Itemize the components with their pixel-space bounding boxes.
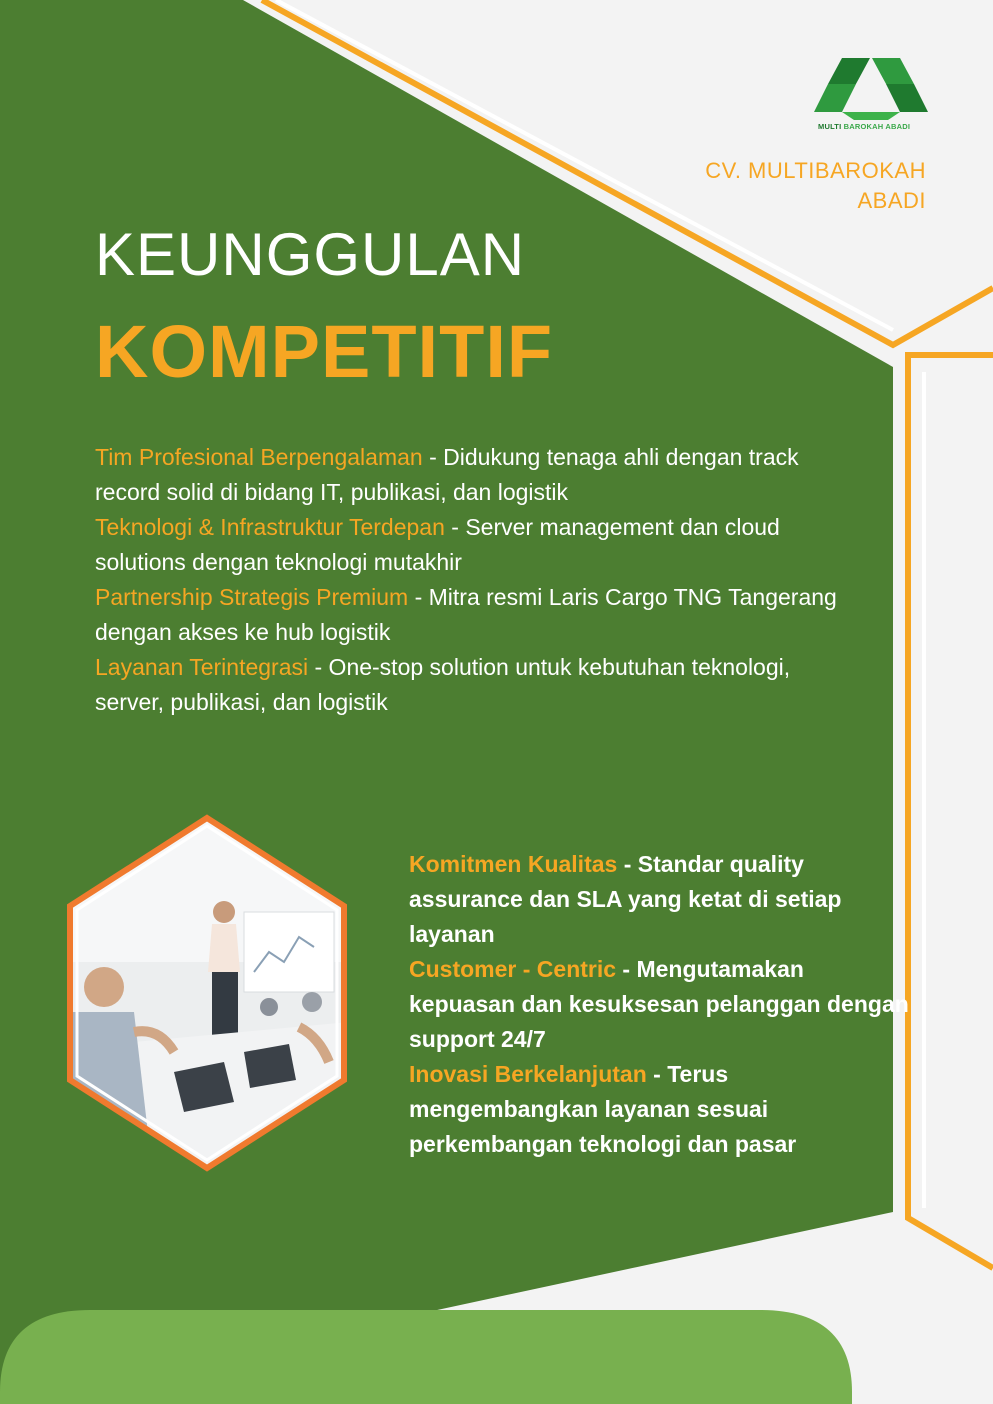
feature-title: Inovasi Berkelanjutan xyxy=(409,1061,647,1087)
feature-desc: - Mitra resmi Laris Cargo TNG Tangerang dengan akses ke hub logistik xyxy=(95,584,837,645)
feature-item xyxy=(95,510,855,580)
feature-list xyxy=(95,440,855,720)
logo-text: MULTI BAROKAH ABADI xyxy=(818,122,911,131)
page-title: KEUNGGULAN xyxy=(95,221,526,288)
feature-title: Layanan Terintegrasi xyxy=(95,654,309,680)
feature-item xyxy=(95,440,855,510)
feature-title: Partnership Strategis Premium xyxy=(95,584,409,610)
feature-title: Tim Profesional Berpengalaman xyxy=(95,444,423,470)
feature-desc: - Terus mengembangkan layanan sesuai perkembangan teknologi dan pasar xyxy=(409,1061,797,1157)
feature-item xyxy=(409,952,909,1057)
feature-desc: - Didukung tenaga ahli dengan track record solid di bidang IT, publikasi, dan logistik xyxy=(95,444,799,505)
feature-title: Komitmen Kualitas xyxy=(409,851,618,877)
feature-item xyxy=(95,580,855,650)
bottom-green-shape xyxy=(0,1310,852,1404)
feature-desc: - Mengutamakan kepuasan dan kesuksesan pelanggan dengan support 24/7 xyxy=(409,956,909,1052)
company-name xyxy=(626,156,926,216)
page-title-highlight: KOMPETITIF xyxy=(95,310,554,393)
feature-title: Teknologi & Infrastruktur Terdepan xyxy=(95,514,445,540)
feature-list-secondary xyxy=(409,847,909,1162)
company-logo xyxy=(812,56,930,132)
feature-item xyxy=(409,847,909,952)
feature-item xyxy=(409,1057,909,1162)
company-name-line1: CV. MULTIBAROKAH xyxy=(705,158,926,183)
company-name-line2: ABADI xyxy=(857,188,926,213)
feature-desc: - One-stop solution untuk kebutuhan teknologi, server, publikasi, dan logistik xyxy=(95,654,791,715)
meeting-photo xyxy=(64,812,350,1174)
presenter-head xyxy=(213,901,235,923)
feature-desc: - Server management dan cloud solutions dengan teknologi mutakhir xyxy=(95,514,780,575)
feature-title: Customer - Centric xyxy=(409,956,617,982)
feature-desc: - Standar quality assurance dan SLA yang ketat di setiap layanan xyxy=(409,851,842,947)
feature-item xyxy=(95,650,855,720)
pie-chart-icon xyxy=(260,998,278,1016)
